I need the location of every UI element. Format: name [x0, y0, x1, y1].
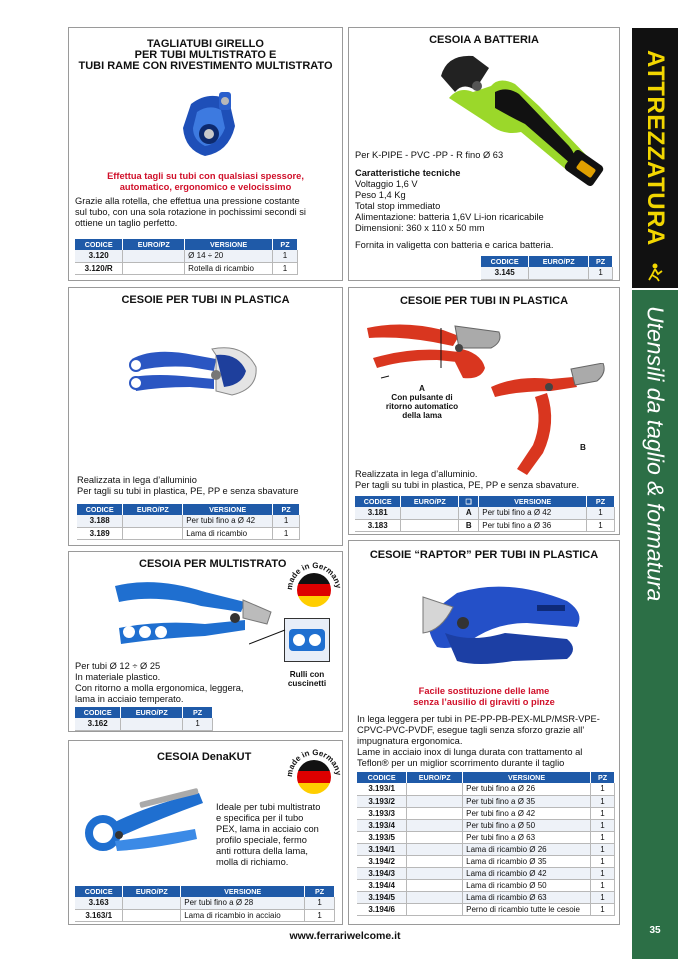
table-row: [75, 262, 298, 274]
product-code: 3.162: [75, 718, 121, 730]
description-line: Per tubi Ø 12 ÷ Ø 25: [75, 661, 161, 671]
spec-table: [355, 496, 615, 532]
qty-cell: 1: [591, 867, 615, 879]
price-cell: [407, 891, 463, 903]
description-line: Lame in acciaio inox di lunga durata con trattamento al: [357, 747, 583, 757]
price-cell: [123, 262, 185, 274]
column-header-version: VERSIONE: [181, 886, 305, 897]
qty-cell: 1: [183, 718, 213, 730]
sidebar-subcategory-label: Utensili da taglio & formatura: [642, 306, 669, 602]
tech-spec-line: Peso 1,4 Kg: [355, 190, 406, 200]
table-row: [357, 783, 615, 795]
qty-cell: 1: [591, 831, 615, 843]
tech-spec-line: Dimensioni: 360 x 110 x 50 mm: [355, 223, 485, 233]
qty-cell: 1: [591, 783, 615, 795]
column-header-code: CODICE: [481, 256, 529, 267]
table-row: [357, 807, 615, 819]
version-cell: Lama di ricambio Ø 35: [463, 855, 591, 867]
column-header-code: CODICE: [75, 707, 121, 718]
table-row: [357, 795, 615, 807]
description-line: Per tagli su tubi in plastica, PE, PP e senza sbavature.: [355, 480, 580, 490]
table-row: [355, 519, 615, 531]
product-title: CESOIA A BATTERIA: [429, 34, 539, 46]
spec-table: [75, 239, 298, 275]
qty-cell: 1: [587, 519, 615, 531]
column-header-version: VERSIONE: [463, 772, 591, 783]
description-line: sul tubo, con una sola rotazione in pochissimi secondi si: [75, 207, 307, 217]
description-line: molla di richiamo.: [216, 857, 289, 867]
version-cell: Per tubi fino a Ø 42: [479, 507, 587, 519]
footer-website-link[interactable]: www.ferrariwelcome.it: [289, 930, 401, 942]
denakut-shears-image: [79, 771, 209, 867]
product-code: 3.183: [355, 519, 401, 531]
column-header-price: EURO/PZ: [123, 886, 181, 897]
made-in-germany-badge-icon: [284, 743, 343, 803]
price-cell: [123, 909, 181, 921]
price-cell: [407, 879, 463, 891]
qty-cell: 1: [273, 250, 298, 262]
description-line: ottiene un taglio perfetto.: [75, 218, 178, 228]
version-cell: Lama di ricambio: [183, 527, 273, 539]
product-box-raptor: [348, 540, 620, 925]
version-cell: Per tubi fino a Ø 35: [463, 795, 591, 807]
qty-cell: 1: [589, 267, 613, 279]
qty-cell: 1: [305, 897, 335, 909]
version-cell: Per tubi fino a Ø 63: [463, 831, 591, 843]
product-code: 3.193/1: [357, 783, 407, 795]
qty-cell: 1: [273, 527, 300, 539]
column-header-qty: PZ: [305, 886, 335, 897]
description-line: In materiale plastico.: [75, 672, 161, 682]
roller-icon: [287, 623, 327, 657]
highlight-text: Effettua tagli su tubi con qualsiasi spessore,: [107, 171, 304, 181]
variant-b-letter: B: [580, 443, 586, 452]
table-row: [357, 855, 615, 867]
table-row: [355, 507, 615, 519]
description-line: lama in acciaio temperato.: [75, 694, 184, 704]
column-header-version: VERSIONE: [479, 496, 587, 507]
description-line: Realizzata in lega d’alluminio: [77, 475, 197, 485]
column-header-price: EURO/PZ: [123, 504, 183, 515]
description-line: Per tagli su tubi in plastica, PE, PP e senza sbavature: [77, 486, 299, 496]
table-header-row: [355, 496, 615, 507]
spec-table: [75, 707, 213, 731]
table-row: [357, 819, 615, 831]
description-line: Realizzata in lega d’alluminio.: [355, 469, 478, 479]
version-cell: Per tubi fino a Ø 50: [463, 819, 591, 831]
description-line: PEX, lama in acciaio con: [216, 824, 319, 834]
made-in-germany-badge-icon: [284, 556, 343, 616]
table-row: [357, 843, 615, 855]
price-cell: [407, 795, 463, 807]
description-line: Per K-PIPE - PVC -PP - R fino Ø 63: [355, 150, 504, 160]
tech-spec-line: Voltaggio 1,6 V: [355, 179, 418, 189]
description-line: CPVC-PVC-PVDF, esegue tagli senza sforzo grazie all’: [357, 725, 585, 735]
product-code: 3.120/R: [75, 262, 123, 274]
product-code: 3.194/3: [357, 867, 407, 879]
qty-cell: 1: [273, 515, 300, 527]
product-code: 3.194/1: [357, 843, 407, 855]
table-row: [357, 891, 615, 903]
product-title: CESOIE PER TUBI IN PLASTICA: [121, 294, 290, 306]
product-code: 3.194/6: [357, 903, 407, 915]
qty-cell: 1: [591, 795, 615, 807]
price-cell: [123, 527, 183, 539]
version-cell: Per tubi fino a Ø 42: [463, 807, 591, 819]
qty-cell: 1: [591, 879, 615, 891]
column-header-price: EURO/PZ: [529, 256, 589, 267]
qty-cell: 1: [591, 855, 615, 867]
description-line: Con ritorno a molla ergonomica, leggera,: [75, 683, 244, 693]
price-cell: [401, 519, 459, 531]
price-cell: [407, 819, 463, 831]
column-header-price: EURO/PZ: [123, 239, 185, 250]
product-code: 3.194/4: [357, 879, 407, 891]
table-row: [75, 718, 213, 730]
pointer-line-icon: [249, 626, 289, 646]
table-header-row: [481, 256, 613, 267]
qty-cell: 1: [587, 507, 615, 519]
craftsman-icon: [645, 262, 665, 282]
product-box-plastica-left: [68, 287, 343, 546]
table-row: [75, 909, 335, 921]
product-title-line: PER TUBI MULTISTRATO E: [134, 49, 277, 61]
table-row: [75, 250, 298, 262]
column-header-code: CODICE: [75, 239, 123, 250]
product-code: 3.193/2: [357, 795, 407, 807]
highlight-text: Facile sostituzione delle lame: [418, 686, 550, 696]
price-cell: [407, 831, 463, 843]
table-header-row: [75, 239, 298, 250]
product-code: 3.188: [77, 515, 123, 527]
table-row: [75, 897, 335, 909]
qty-cell: 1: [591, 903, 615, 915]
price-cell: [121, 718, 183, 730]
table-header-row: [357, 772, 615, 783]
product-code: 3.193/4: [357, 819, 407, 831]
product-box-multistrato: [68, 551, 343, 732]
column-header-code: CODICE: [357, 772, 407, 783]
table-header-row: [77, 504, 300, 515]
column-header-price: EURO/PZ: [407, 772, 463, 783]
tech-spec-line: Total stop immediato: [355, 201, 441, 211]
qty-cell: 1: [273, 262, 298, 274]
product-code: 3.194/2: [357, 855, 407, 867]
description-line: Teflon® per un miglior scorrimento durante il taglio: [357, 758, 565, 768]
description-line: In lega leggera per tubi in PE-PP-PB-PEX-MLP/MSR-VPE-: [357, 714, 600, 724]
price-cell: [407, 783, 463, 795]
description-line: e specifica per il tubo: [216, 813, 304, 823]
pointer-line-icon: [379, 328, 449, 388]
price-cell: [123, 250, 185, 262]
column-header-qty: PZ: [273, 239, 298, 250]
table-row: [77, 515, 300, 527]
description-line: Fornita in valigetta con batteria e carica batteria.: [355, 240, 554, 250]
spec-table: [481, 256, 613, 280]
price-cell: [407, 807, 463, 819]
description-line: Grazie alla rotella, che effettua una pressione costante: [75, 196, 300, 206]
product-box-girello: [68, 27, 343, 281]
type-cell: B: [459, 519, 479, 531]
product-code: 3.193/5: [357, 831, 407, 843]
product-code: 3.194/5: [357, 891, 407, 903]
version-cell: Per tubi fino a Ø 26: [463, 783, 591, 795]
spec-table: [77, 504, 300, 540]
spec-table: [75, 886, 335, 922]
variant-a-letter: A: [419, 384, 425, 393]
qty-cell: 1: [591, 891, 615, 903]
version-cell: Rotella di ricambio: [185, 262, 273, 274]
badge-text: made in Germany: [284, 560, 343, 591]
column-header-code: CODICE: [355, 496, 401, 507]
table-row: [357, 879, 615, 891]
product-code: 3.181: [355, 507, 401, 519]
description-line: anti rottura della lama,: [216, 846, 308, 856]
column-header-version: VERSIONE: [185, 239, 273, 250]
description-line: profilo speciale, fermo: [216, 835, 307, 845]
table-row: [77, 527, 300, 539]
product-title: CESOIE “RAPTOR” PER TUBI IN PLASTICA: [369, 549, 599, 561]
highlight-text: senza l’ausilio di giraviti o pinze: [413, 697, 555, 707]
variant-a-caption: Con pulsante di: [391, 393, 453, 402]
product-code: 3.120: [75, 250, 123, 262]
product-code: 3.193/3: [357, 807, 407, 819]
column-header-qty: PZ: [183, 707, 213, 718]
price-cell: [407, 855, 463, 867]
red-shears-b-image: [487, 363, 607, 483]
highlight-text: automatico, ergonomico e velocissimo: [119, 182, 292, 192]
version-cell: Per tubi fino a Ø 28: [181, 897, 305, 909]
table-row: [357, 867, 615, 879]
column-header-qty: PZ: [591, 772, 615, 783]
variant-a-caption: ritorno automatico: [385, 402, 459, 411]
tech-spec-title: Caratteristiche tecniche: [355, 168, 461, 178]
price-cell: [407, 867, 463, 879]
product-code: 3.145: [481, 267, 529, 279]
column-header-price: EURO/PZ: [401, 496, 459, 507]
qty-cell: 1: [591, 843, 615, 855]
variant-a-caption: della lama: [402, 411, 442, 420]
spec-table: [357, 772, 615, 916]
price-cell: [401, 507, 459, 519]
page-number: 35: [649, 925, 661, 936]
version-cell: Perno di ricambio tutte le cesoie: [463, 903, 591, 915]
column-header-version: VERSIONE: [183, 504, 273, 515]
price-cell: [407, 903, 463, 915]
price-cell: [407, 843, 463, 855]
description-line: Ideale per tubi multistrato: [216, 802, 321, 812]
version-cell: Per tubi fino a Ø 36: [479, 519, 587, 531]
sidebar-category-label: ATTREZZATURA: [642, 50, 669, 246]
qty-cell: 1: [591, 819, 615, 831]
version-cell: Lama di ricambio Ø 42: [463, 867, 591, 879]
price-cell: [123, 515, 183, 527]
product-title-line: TUBI RAME CON RIVESTIMENTO MULTISTRATO: [78, 60, 333, 72]
qty-cell: 1: [591, 807, 615, 819]
table-row: [357, 831, 615, 843]
qty-cell: 1: [305, 909, 335, 921]
version-cell: Lama di ricambio Ø 63: [463, 891, 591, 903]
description-line: impugnatura ergonomica.: [357, 736, 463, 746]
version-cell: Per tubi fino a Ø 42: [183, 515, 273, 527]
pipe-cutter-wheel-image: [169, 86, 249, 168]
product-code: 3.163/1: [75, 909, 123, 921]
column-header-qty: PZ: [587, 496, 615, 507]
product-box-plastica-right: [348, 287, 620, 535]
raptor-shears-image: [417, 567, 587, 687]
product-code: 3.189: [77, 527, 123, 539]
table-header-row: [75, 886, 335, 897]
column-header-qty: PZ: [589, 256, 613, 267]
product-box-batteria: [348, 27, 620, 281]
column-header-code: CODICE: [75, 886, 123, 897]
column-header-code: CODICE: [77, 504, 123, 515]
version-cell: Lama di ricambio Ø 26: [463, 843, 591, 855]
product-code: 3.163: [75, 897, 123, 909]
tech-spec-line: Alimentazione: batteria 1,6V Li-ion ricaricabile: [355, 212, 544, 222]
roller-caption: Rulli con: [289, 670, 325, 679]
product-title-line: TAGLIATUBI GIRELLO: [147, 38, 264, 50]
table-row: [481, 267, 613, 279]
roller-caption: cuscinetti: [287, 679, 327, 688]
version-cell: Lama di ricambio in acciaio: [181, 909, 305, 921]
product-title: CESOIE PER TUBI IN PLASTICA: [399, 295, 569, 307]
table-row: [357, 903, 615, 915]
column-header-qty: PZ: [273, 504, 300, 515]
price-cell: [529, 267, 589, 279]
roller-detail-inset: [284, 618, 330, 662]
product-title: CESOIA PER MULTISTRATO: [139, 558, 287, 570]
product-title: CESOIA DenaKUT: [157, 751, 252, 763]
version-cell: Lama di ricambio Ø 50: [463, 879, 591, 891]
column-header-price: EURO/PZ: [121, 707, 183, 718]
plastic-pipe-shears-image: [124, 333, 264, 413]
column-header-type-checkbox: ❑: [459, 496, 479, 507]
table-header-row: [75, 707, 213, 718]
product-box-denakut: [68, 740, 343, 925]
type-cell: A: [459, 507, 479, 519]
price-cell: [123, 897, 181, 909]
badge-text: made in Germany: [284, 747, 343, 778]
version-cell: Ø 14 ÷ 20: [185, 250, 273, 262]
